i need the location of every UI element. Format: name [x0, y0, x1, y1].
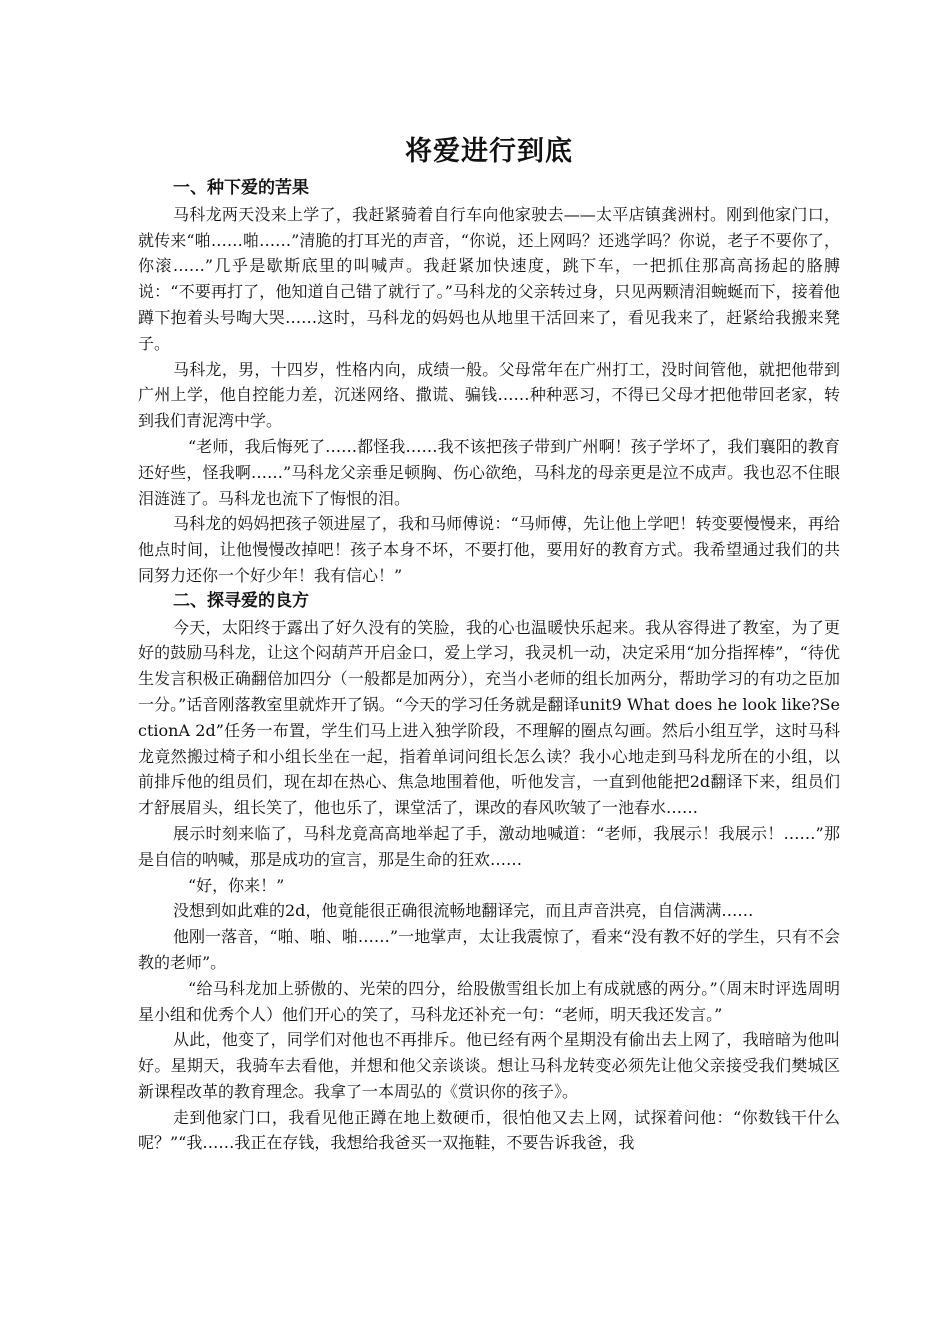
paragraph: 今天，太阳终于露出了好久没有的笑脸，我的心也温暖快乐起来。我从容得进了教室，为了更好的鼓励马科龙，让这个闷葫芦开启金口，爱上学习，我灵机一动，决定采用“加分指挥棒”，“待优生发言积极正确翻倍加四分（一般都是加两分），充当小老师的组长加两分，帮助学习的有功之臣加一分。”话音刚落教室里就炸开了锅。“今天的学习任务就是翻译unit9 What does he look like?SectionA 2d”任务一布置，学生们马上进入独学阶段，不理解的圈点勾画。然后小组互学，这时马科龙竟然搬过椅子和小组长坐在一起，指着单词问组长怎么读？我小心地走到马科龙所在的小组，以前排斥他的组员们，现在却在热心、焦急地围着他，听他发言，一直到他能把2d翻译下来，组员们才舒展眉头，组长笑了，他也乐了，课堂活了，课改的春风吹皱了一池春水……	[138, 617, 840, 818]
paragraph: 马科龙两天没来上学了，我赶紧骑着自行车向他家驶去——太平店镇龚洲村。刚到他家门口，就传来“啪……啪……”清脆的打耳光的声音，“你说，还上网吗？还逃学吗？你说，老子不要你了，你滚……”几乎是歇斯底里的叫喊声。我赶紧加快速度，跳下车，一把抓住那高高扬起的胳膊说：“不要再打了，他知道自己错了就行了。”马科龙的父亲转过身，只见两颗清泪蜿蜒而下，接着他蹲下抱着头号啕大哭……这时，马科龙的妈妈也从地里干活回来了，看见我来了，赶紧给我搬来凳子。	[138, 204, 840, 353]
section-heading: 一、种下爱的苦果	[173, 178, 309, 198]
paragraph: 展示时刻来临了，马科龙竟高高地举起了手，激动地喊道：“老师，我展示！我展示！……”那是自信的呐喊，那是成功的宣言，那是生命的狂欢……	[138, 823, 840, 869]
section-heading: 二、探寻爱的良方	[173, 590, 309, 611]
section-1	[138, 176, 840, 589]
paragraph: 马科龙，男，十四岁，性格内向，成绩一般。父母常年在广州打工，没时间管他，就把他带到广州上学，他自控能力差，沉迷网络、撒谎、骗钱……种种恶习，不得已父母才把他带回老家，转到我们青泥湾中学。	[138, 359, 840, 431]
paragraph: 没想到如此难的2d，他竟能很正确很流畅地翻译完，而且声音洪亮，自信满满……	[173, 901, 754, 921]
paragraph: “老师，我后悔死了……都怪我……我不该把孩子带到广州啊！孩子学坏了，我们襄阳的教育还好些，怪我啊……”马科龙父亲垂足顿胸、伤心欲绝，马科龙的母亲更是泣不成声。我也忍不住眼泪涟涟了。马科龙也流下了悔恨的泪。	[138, 436, 840, 508]
section-2	[138, 589, 840, 1157]
paragraph: 从此，他变了，同学们对他也不再排斥。他已经有两个星期没有偷出去上网了，我暗暗为他叫好。星期天，我骑车去看他，并想和他父亲谈谈。想让马科龙转变必须先让他父亲接受我们樊城区新课程改革的教育理念。我拿了一本周弘的《赏识你的孩子》。	[138, 1030, 840, 1101]
paragraph: “好，你来！”	[188, 875, 285, 895]
paragraph: 他刚一落音，“啪、啪、啪……”一地掌声，太让我震惊了，看来“没有教不好的学生，只有不会教的老师”。	[138, 927, 840, 972]
document-page	[138, 128, 840, 1156]
paragraph: 马科龙的妈妈把孩子领进屋了，我和马师傅说：“马师傅，先让他上学吧！转变要慢慢来，再给他点时间，让他慢慢改掉吧！孩子本身不坏，不要打他，要用好的教育方式。我希望通过我们的共同努力还你一个好少年！我有信心！”	[138, 514, 840, 585]
paragraph: 走到他家门口，我看见他正蹲在地上数硬币，很怕他又去上网，试探着问他：“你数钱干什么呢？”“我……我正在存钱，我想给我爸买一双拖鞋，不要告诉我爸，我	[138, 1107, 840, 1153]
document-title: 将爱进行到底	[405, 136, 573, 167]
paragraph: “给马科龙加上骄傲的、光荣的四分，给股傲雪组长加上有成就感的两分。”（周末时评选周明星小组和优秀个人）他们开心的笑了，马科龙还补充一句：“老师，明天我还发言。”	[138, 978, 840, 1024]
